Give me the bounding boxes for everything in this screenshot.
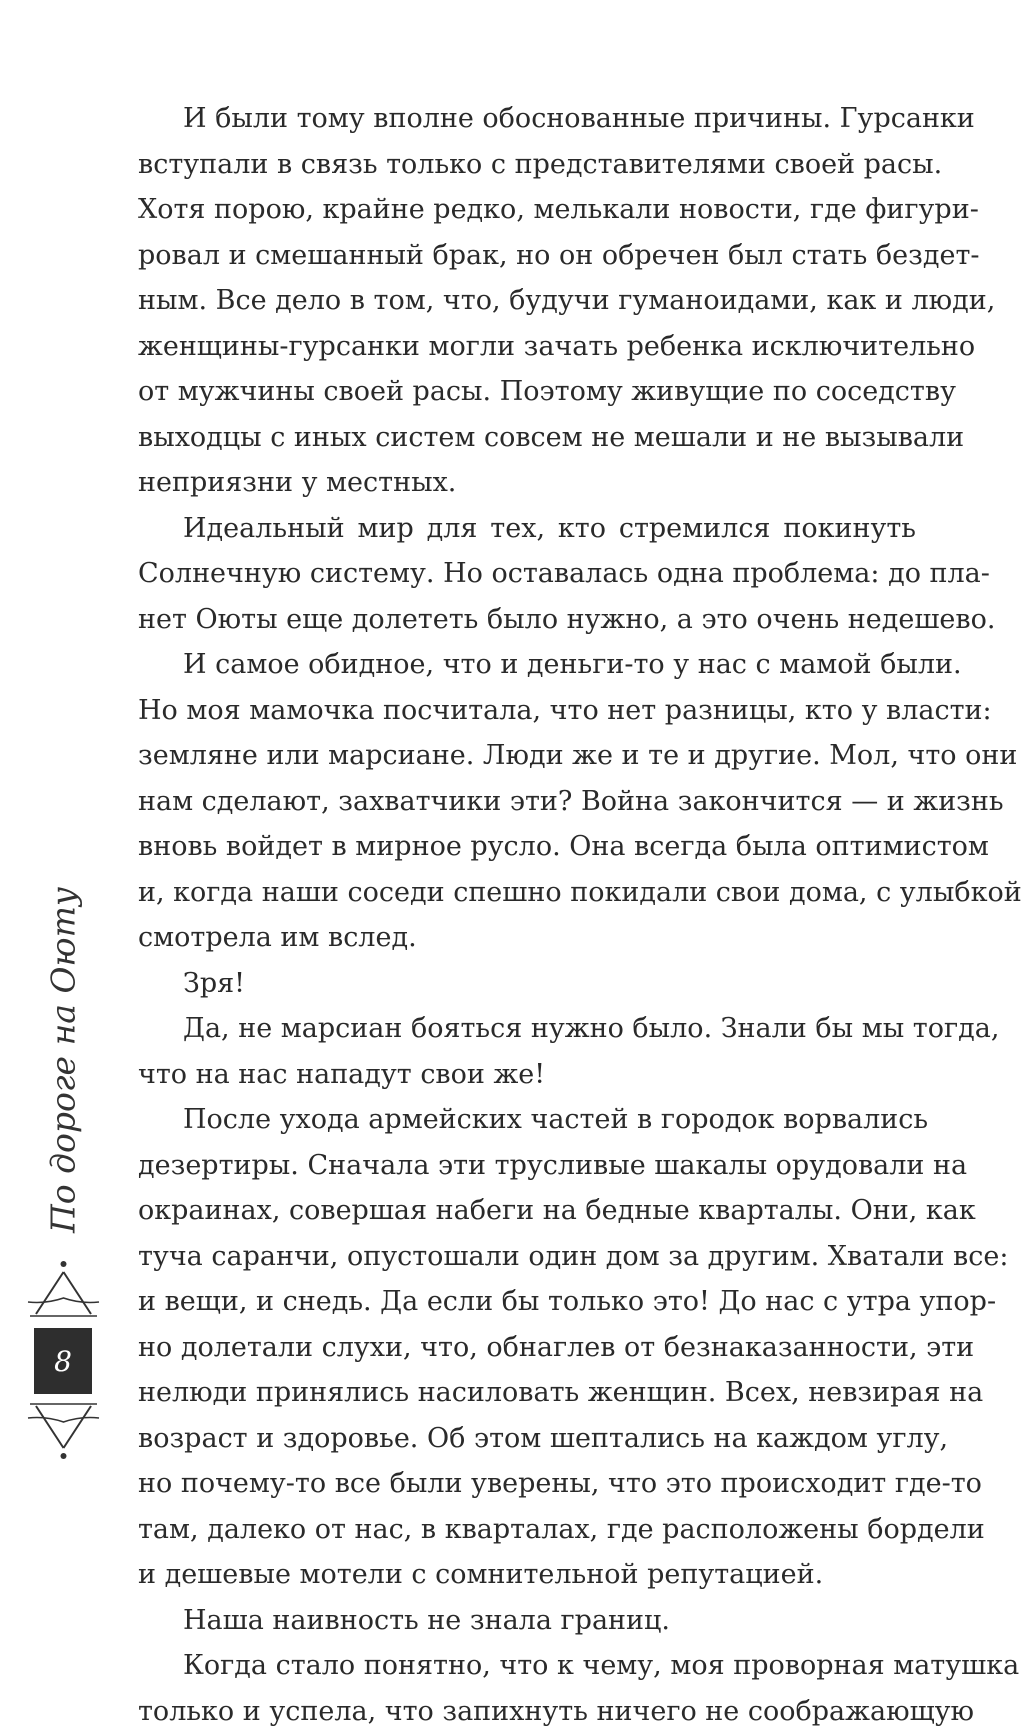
text-line: только и успела, что запихнуть ничего не соображающую bbox=[138, 1689, 916, 1734]
paragraph bbox=[138, 506, 916, 643]
text-line: ровал и смешанный брак, но он обречен был стать бездет- bbox=[138, 233, 916, 279]
running-title bbox=[18, 860, 108, 1260]
page-number-box bbox=[34, 1328, 92, 1394]
text-line: возраст и здоровье. Об этом шептались на каждом углу, bbox=[138, 1416, 916, 1462]
text-line: Наша наивность не знала границ. bbox=[138, 1598, 916, 1644]
text-line: И самое обидное, что и деньги-то у нас с мамой были. bbox=[138, 642, 916, 688]
text-line: Когда стало понятно, что к чему, моя проворная матушка bbox=[138, 1643, 916, 1689]
text-line: нет Оюты еще долететь было нужно, а это очень недешево. bbox=[138, 597, 916, 643]
text-line: земляне или марсиане. Люди же и те и другие. Мол, что они bbox=[138, 733, 916, 779]
ornament-bottom-icon bbox=[26, 1400, 101, 1462]
text-line: Зря! bbox=[138, 961, 916, 1007]
text-line: нам сделают, захватчики эти? Война закончится — и жизнь bbox=[138, 779, 916, 825]
text-line: там, далеко от нас, в кварталах, где расположены бордели bbox=[138, 1507, 916, 1553]
text-line: И были тому вполне обоснованные причины. Гурсанки bbox=[138, 96, 916, 142]
page-sidebar bbox=[18, 860, 108, 1460]
paragraph bbox=[138, 1006, 916, 1097]
text-line: но почему-то все были уверены, что это происходит где-то bbox=[138, 1461, 916, 1507]
text-line: После ухода армейских частей в городок ворвались bbox=[138, 1097, 916, 1143]
text-line: Солнечную систему. Но оставалась одна проблема: до пла- bbox=[138, 551, 916, 597]
page-body-text bbox=[138, 96, 916, 1734]
text-line: и вещи, и снедь. Да если бы только это! До нас с утра упор- bbox=[138, 1279, 916, 1325]
text-line: смотрела им вслед. bbox=[138, 915, 916, 961]
text-line: Идеальный мир для тех, кто стремился покинуть bbox=[138, 506, 916, 552]
paragraph bbox=[138, 642, 916, 961]
text-line: вновь войдет в мирное русло. Она всегда была оптимистом bbox=[138, 824, 916, 870]
text-line: нелюди принялись насиловать женщин. Всех, невзирая на bbox=[138, 1370, 916, 1416]
text-line: окраинах, совершая набеги на бедные кварталы. Они, как bbox=[138, 1188, 916, 1234]
paragraph bbox=[138, 1097, 916, 1598]
text-line: неприязни у местных. bbox=[138, 460, 916, 506]
paragraph bbox=[138, 961, 916, 1007]
paragraph bbox=[138, 1643, 916, 1734]
text-line: женщины-гурсанки могли зачать ребенка исключительно bbox=[138, 324, 916, 370]
running-title-text: По дороге на Оюту bbox=[44, 887, 83, 1233]
text-line: туча саранчи, опустошали один дом за другим. Хватали все: bbox=[138, 1234, 916, 1280]
text-line: ным. Все дело в том, что, будучи гуманоидами, как и люди, bbox=[138, 278, 916, 324]
text-line: выходцы с иных систем совсем не мешали и не вызывали bbox=[138, 415, 916, 461]
paragraph bbox=[138, 1598, 916, 1644]
text-line: дезертиры. Сначала эти трусливые шакалы орудовали на bbox=[138, 1143, 916, 1189]
paragraph bbox=[138, 96, 916, 506]
text-line: но долетали слухи, что, обнаглев от безнаказанности, эти bbox=[138, 1325, 916, 1371]
text-line: и, когда наши соседи спешно покидали свои дома, с улыбкой bbox=[138, 870, 916, 916]
text-line: Но моя мамочка посчитала, что нет разницы, кто у власти: bbox=[138, 688, 916, 734]
text-line: вступали в связь только с представителями своей расы. bbox=[138, 142, 916, 188]
page-number: 8 bbox=[54, 1345, 72, 1378]
text-line: от мужчины своей расы. Поэтому живущие по соседству bbox=[138, 369, 916, 415]
text-line: и дешевые мотели с сомнительной репутацией. bbox=[138, 1552, 916, 1598]
text-line: Хотя порою, крайне редко, мелькали новости, где фигури- bbox=[138, 187, 916, 233]
text-line: Да, не марсиан бояться нужно было. Знали бы мы тогда, bbox=[138, 1006, 916, 1052]
ornament-top-icon bbox=[26, 1258, 101, 1320]
text-line: что на нас нападут свои же! bbox=[138, 1052, 916, 1098]
